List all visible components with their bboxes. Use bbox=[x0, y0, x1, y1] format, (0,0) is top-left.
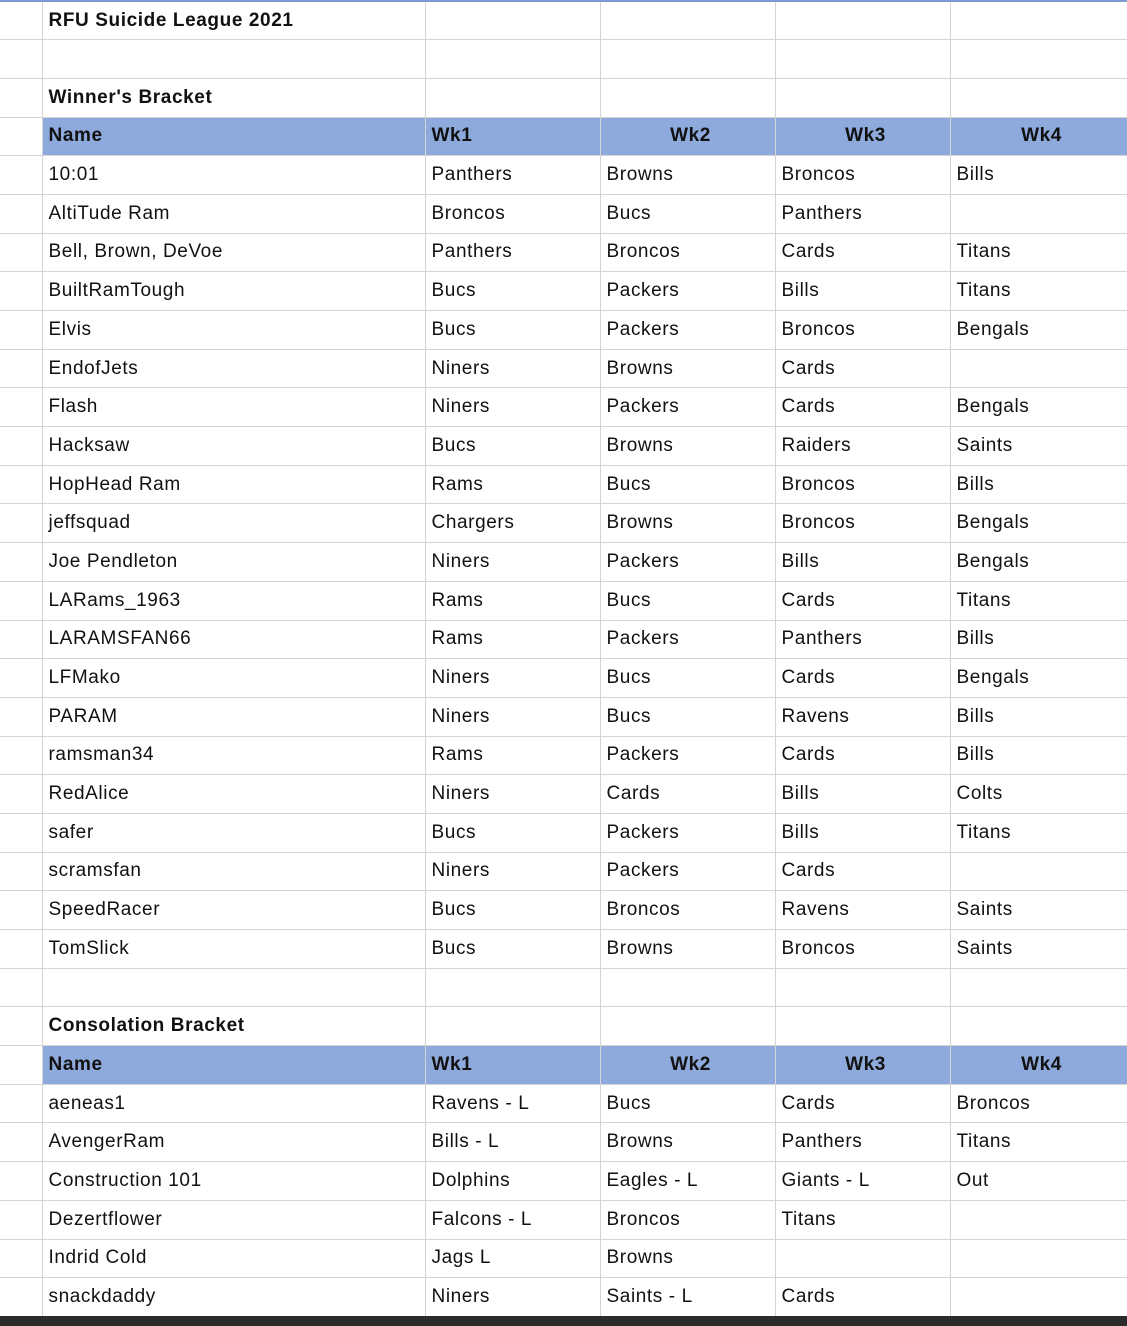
pick-cell-wk4[interactable]: Bills bbox=[950, 736, 1127, 775]
row-gutter[interactable] bbox=[0, 852, 42, 891]
blank-row bbox=[0, 968, 1127, 1007]
player-name-cell[interactable]: snackdaddy bbox=[42, 1278, 425, 1317]
empty-cell[interactable] bbox=[425, 40, 600, 79]
header-wk2[interactable]: Wk2 bbox=[600, 117, 775, 156]
winners-row bbox=[0, 891, 1127, 930]
row-gutter[interactable] bbox=[0, 620, 42, 659]
row-gutter[interactable] bbox=[0, 581, 42, 620]
pick-cell-wk3[interactable]: Bills bbox=[775, 272, 950, 311]
pick-cell-wk3[interactable]: Raiders bbox=[775, 427, 950, 466]
player-name-cell[interactable]: Flash bbox=[42, 388, 425, 427]
pick-cell-wk4[interactable] bbox=[950, 1200, 1127, 1239]
row-gutter[interactable] bbox=[0, 156, 42, 195]
player-name-cell[interactable]: LARAMSFAN66 bbox=[42, 620, 425, 659]
player-name-cell[interactable]: Bell, Brown, DeVoe bbox=[42, 233, 425, 272]
pick-cell-wk1[interactable]: Niners bbox=[425, 388, 600, 427]
pick-cell-wk3[interactable]: Cards bbox=[775, 349, 950, 388]
winners-row bbox=[0, 620, 1127, 659]
winners-row bbox=[0, 233, 1127, 272]
row-gutter[interactable] bbox=[0, 1162, 42, 1201]
empty-cell[interactable] bbox=[775, 40, 950, 79]
row-gutter[interactable] bbox=[0, 736, 42, 775]
sheet-title[interactable]: RFU Suicide League 2021 bbox=[42, 1, 425, 40]
pick-cell-wk3[interactable]: Cards bbox=[775, 736, 950, 775]
pick-cell-wk2[interactable]: Packers bbox=[600, 813, 775, 852]
pick-cell-wk3[interactable]: Cards bbox=[775, 1084, 950, 1123]
player-name-cell[interactable]: HopHead Ram bbox=[42, 465, 425, 504]
pick-cell-wk1[interactable]: Rams bbox=[425, 620, 600, 659]
pick-cell-wk1[interactable]: Bucs bbox=[425, 930, 600, 969]
pick-cell-wk2[interactable]: Packers bbox=[600, 272, 775, 311]
player-name-cell[interactable]: ramsman34 bbox=[42, 736, 425, 775]
pick-cell-wk2[interactable]: Packers bbox=[600, 388, 775, 427]
empty-cell[interactable] bbox=[600, 78, 775, 117]
empty-cell[interactable] bbox=[950, 1007, 1127, 1046]
row-gutter[interactable] bbox=[0, 1239, 42, 1278]
row-gutter[interactable] bbox=[0, 1123, 42, 1162]
player-name-cell[interactable]: BuiltRamTough bbox=[42, 272, 425, 311]
row-gutter[interactable] bbox=[0, 891, 42, 930]
player-name-cell[interactable]: scramsfan bbox=[42, 852, 425, 891]
pick-cell-wk1[interactable]: Niners bbox=[425, 697, 600, 736]
pick-cell-wk4[interactable]: Saints bbox=[950, 891, 1127, 930]
pick-cell-wk3[interactable]: Broncos bbox=[775, 156, 950, 195]
pick-cell-wk4[interactable]: Saints bbox=[950, 930, 1127, 969]
winners-row bbox=[0, 156, 1127, 195]
pick-cell-wk3[interactable]: Cards bbox=[775, 1278, 950, 1317]
pick-cell-wk3[interactable]: Bills bbox=[775, 543, 950, 582]
winners-row bbox=[0, 813, 1127, 852]
consolation-label-row bbox=[0, 1007, 1127, 1046]
pick-cell-wk4[interactable]: Titans bbox=[950, 581, 1127, 620]
pick-cell-wk2[interactable]: Browns bbox=[600, 427, 775, 466]
pick-cell-wk2[interactable]: Eagles - L bbox=[600, 1162, 775, 1201]
empty-cell[interactable] bbox=[775, 1, 950, 40]
pick-cell-wk4[interactable]: Titans bbox=[950, 813, 1127, 852]
pick-cell-wk1[interactable]: Bucs bbox=[425, 427, 600, 466]
pick-cell-wk2[interactable]: Bucs bbox=[600, 697, 775, 736]
empty-cell[interactable] bbox=[775, 78, 950, 117]
pick-cell-wk1[interactable]: Rams bbox=[425, 581, 600, 620]
empty-cell[interactable] bbox=[425, 78, 600, 117]
row-gutter[interactable] bbox=[0, 272, 42, 311]
pick-cell-wk4[interactable] bbox=[950, 194, 1127, 233]
pick-cell-wk4[interactable]: Titans bbox=[950, 272, 1127, 311]
row-gutter[interactable] bbox=[0, 697, 42, 736]
row-gutter[interactable] bbox=[0, 775, 42, 814]
header-wk2[interactable]: Wk2 bbox=[600, 1046, 775, 1085]
winners-header-row bbox=[0, 117, 1127, 156]
row-gutter[interactable] bbox=[0, 813, 42, 852]
pick-cell-wk4[interactable]: Bengals bbox=[950, 659, 1127, 698]
pick-cell-wk1[interactable]: Niners bbox=[425, 543, 600, 582]
pick-cell-wk1[interactable]: Bucs bbox=[425, 272, 600, 311]
bottom-edge-bar bbox=[0, 1316, 1127, 1326]
pick-cell-wk2[interactable]: Packers bbox=[600, 543, 775, 582]
pick-cell-wk4[interactable] bbox=[950, 852, 1127, 891]
pick-cell-wk4[interactable]: Bills bbox=[950, 620, 1127, 659]
pick-cell-wk2[interactable]: Browns bbox=[600, 1239, 775, 1278]
header-wk4[interactable]: Wk4 bbox=[950, 117, 1127, 156]
header-name[interactable]: Name bbox=[42, 117, 425, 156]
consolation-row bbox=[0, 1200, 1127, 1239]
empty-cell[interactable] bbox=[950, 968, 1127, 1007]
player-name-cell[interactable]: Indrid Cold bbox=[42, 1239, 425, 1278]
pick-cell-wk1[interactable]: Niners bbox=[425, 775, 600, 814]
pick-cell-wk1[interactable]: Broncos bbox=[425, 194, 600, 233]
player-name-cell[interactable]: EndofJets bbox=[42, 349, 425, 388]
winners-row bbox=[0, 349, 1127, 388]
header-wk1[interactable]: Wk1 bbox=[425, 117, 600, 156]
empty-cell[interactable] bbox=[600, 1, 775, 40]
consolation-row bbox=[0, 1239, 1127, 1278]
pick-cell-wk2[interactable]: Bucs bbox=[600, 581, 775, 620]
pick-cell-wk1[interactable]: Niners bbox=[425, 1278, 600, 1317]
pick-cell-wk3[interactable]: Broncos bbox=[775, 311, 950, 350]
pick-cell-wk2[interactable]: Browns bbox=[600, 504, 775, 543]
consolation-header-row bbox=[0, 1046, 1127, 1085]
pick-cell-wk3[interactable]: Ravens bbox=[775, 697, 950, 736]
player-name-cell[interactable]: LARams_1963 bbox=[42, 581, 425, 620]
consolation-bracket-label[interactable]: Consolation Bracket bbox=[42, 1007, 425, 1046]
pick-cell-wk1[interactable]: Rams bbox=[425, 465, 600, 504]
winners-row bbox=[0, 697, 1127, 736]
pick-cell-wk2[interactable]: Packers bbox=[600, 852, 775, 891]
pick-cell-wk4[interactable]: Bengals bbox=[950, 543, 1127, 582]
row-gutter[interactable] bbox=[0, 194, 42, 233]
blank-row bbox=[0, 40, 1127, 79]
winners-row bbox=[0, 581, 1127, 620]
pick-cell-wk3[interactable]: Panthers bbox=[775, 194, 950, 233]
pick-cell-wk4[interactable]: Titans bbox=[950, 1123, 1127, 1162]
pick-cell-wk2[interactable]: Browns bbox=[600, 1123, 775, 1162]
pick-cell-wk4[interactable]: Titans bbox=[950, 233, 1127, 272]
empty-cell[interactable] bbox=[42, 968, 425, 1007]
pick-cell-wk3[interactable]: Cards bbox=[775, 388, 950, 427]
pick-cell-wk2[interactable]: Packers bbox=[600, 620, 775, 659]
row-gutter[interactable] bbox=[0, 349, 42, 388]
pick-cell-wk4[interactable]: Bengals bbox=[950, 388, 1127, 427]
winners-label-row bbox=[0, 78, 1127, 117]
pick-cell-wk4[interactable] bbox=[950, 1239, 1127, 1278]
header-name[interactable]: Name bbox=[42, 1046, 425, 1085]
pick-cell-wk3[interactable]: Cards bbox=[775, 233, 950, 272]
empty-cell[interactable] bbox=[425, 1007, 600, 1046]
winners-row bbox=[0, 388, 1127, 427]
pick-cell-wk3[interactable]: Titans bbox=[775, 1200, 950, 1239]
title-row bbox=[0, 1, 1127, 40]
player-name-cell[interactable]: aeneas1 bbox=[42, 1084, 425, 1123]
pick-cell-wk3[interactable]: Cards bbox=[775, 581, 950, 620]
pick-cell-wk2[interactable]: Packers bbox=[600, 311, 775, 350]
empty-cell[interactable] bbox=[425, 968, 600, 1007]
player-name-cell[interactable]: jeffsquad bbox=[42, 504, 425, 543]
empty-cell[interactable] bbox=[425, 1, 600, 40]
header-wk3[interactable]: Wk3 bbox=[775, 1046, 950, 1085]
row-gutter[interactable] bbox=[0, 465, 42, 504]
player-name-cell[interactable]: RedAlice bbox=[42, 775, 425, 814]
pick-cell-wk4[interactable]: Broncos bbox=[950, 1084, 1127, 1123]
consolation-row bbox=[0, 1162, 1127, 1201]
player-name-cell[interactable]: Hacksaw bbox=[42, 427, 425, 466]
row-gutter[interactable] bbox=[0, 388, 42, 427]
row-gutter[interactable] bbox=[0, 311, 42, 350]
player-name-cell[interactable]: 10:01 bbox=[42, 156, 425, 195]
winners-row bbox=[0, 736, 1127, 775]
empty-cell[interactable] bbox=[950, 40, 1127, 79]
player-name-cell[interactable]: Joe Pendleton bbox=[42, 543, 425, 582]
pick-cell-wk2[interactable]: Bucs bbox=[600, 659, 775, 698]
pick-cell-wk1[interactable]: Dolphins bbox=[425, 1162, 600, 1201]
empty-cell[interactable] bbox=[950, 1, 1127, 40]
empty-cell[interactable] bbox=[600, 40, 775, 79]
player-name-cell[interactable]: SpeedRacer bbox=[42, 891, 425, 930]
pick-cell-wk2[interactable]: Browns bbox=[600, 930, 775, 969]
pick-cell-wk3[interactable]: Bills bbox=[775, 775, 950, 814]
row-gutter[interactable] bbox=[0, 117, 42, 156]
player-name-cell[interactable]: safer bbox=[42, 813, 425, 852]
pick-cell-wk1[interactable]: Niners bbox=[425, 349, 600, 388]
player-name-cell[interactable]: AltiTude Ram bbox=[42, 194, 425, 233]
pick-cell-wk4[interactable]: Bills bbox=[950, 156, 1127, 195]
pick-cell-wk1[interactable]: Panthers bbox=[425, 156, 600, 195]
winners-row bbox=[0, 543, 1127, 582]
winners-row bbox=[0, 775, 1127, 814]
pick-cell-wk1[interactable]: Bucs bbox=[425, 813, 600, 852]
pick-cell-wk3[interactable]: Broncos bbox=[775, 465, 950, 504]
pick-cell-wk2[interactable]: Browns bbox=[600, 349, 775, 388]
winners-row bbox=[0, 427, 1127, 466]
pick-cell-wk4[interactable]: Bengals bbox=[950, 504, 1127, 543]
pick-cell-wk4[interactable] bbox=[950, 349, 1127, 388]
player-name-cell[interactable]: PARAM bbox=[42, 697, 425, 736]
pick-cell-wk4[interactable]: Bills bbox=[950, 465, 1127, 504]
winners-row bbox=[0, 311, 1127, 350]
empty-cell[interactable] bbox=[600, 1007, 775, 1046]
row-gutter[interactable] bbox=[0, 1046, 42, 1085]
pick-cell-wk1[interactable]: Bucs bbox=[425, 891, 600, 930]
header-wk3[interactable]: Wk3 bbox=[775, 117, 950, 156]
pick-cell-wk3[interactable]: Panthers bbox=[775, 620, 950, 659]
empty-cell[interactable] bbox=[600, 968, 775, 1007]
pick-cell-wk1[interactable]: Jags L bbox=[425, 1239, 600, 1278]
row-gutter[interactable] bbox=[0, 427, 42, 466]
row-gutter[interactable] bbox=[0, 968, 42, 1007]
winners-row bbox=[0, 930, 1127, 969]
pick-cell-wk2[interactable]: Broncos bbox=[600, 1200, 775, 1239]
empty-cell[interactable] bbox=[950, 78, 1127, 117]
player-name-cell[interactable]: TomSlick bbox=[42, 930, 425, 969]
pick-cell-wk2[interactable]: Saints - L bbox=[600, 1278, 775, 1317]
pick-cell-wk3[interactable]: Broncos bbox=[775, 504, 950, 543]
pick-cell-wk3[interactable]: Cards bbox=[775, 852, 950, 891]
pick-cell-wk2[interactable]: Bucs bbox=[600, 194, 775, 233]
row-gutter[interactable] bbox=[0, 1084, 42, 1123]
row-gutter[interactable] bbox=[0, 78, 42, 117]
pick-cell-wk4[interactable]: Colts bbox=[950, 775, 1127, 814]
row-gutter[interactable] bbox=[0, 1278, 42, 1317]
pick-cell-wk1[interactable]: Niners bbox=[425, 659, 600, 698]
player-name-cell[interactable]: Construction 101 bbox=[42, 1162, 425, 1201]
winners-row bbox=[0, 659, 1127, 698]
consolation-row bbox=[0, 1084, 1127, 1123]
row-gutter[interactable] bbox=[0, 233, 42, 272]
pick-cell-wk2[interactable]: Bucs bbox=[600, 1084, 775, 1123]
pick-cell-wk3[interactable]: Bills bbox=[775, 813, 950, 852]
pick-cell-wk3[interactable] bbox=[775, 1239, 950, 1278]
row-gutter[interactable] bbox=[0, 1007, 42, 1046]
pick-cell-wk4[interactable]: Out bbox=[950, 1162, 1127, 1201]
header-wk4[interactable]: Wk4 bbox=[950, 1046, 1127, 1085]
pick-cell-wk2[interactable]: Broncos bbox=[600, 891, 775, 930]
player-name-cell[interactable]: Elvis bbox=[42, 311, 425, 350]
pick-cell-wk1[interactable]: Ravens - L bbox=[425, 1084, 600, 1123]
pick-cell-wk2[interactable]: Cards bbox=[600, 775, 775, 814]
winners-row bbox=[0, 194, 1127, 233]
empty-cell[interactable] bbox=[775, 1007, 950, 1046]
row-gutter[interactable] bbox=[0, 504, 42, 543]
pick-cell-wk4[interactable]: Saints bbox=[950, 427, 1127, 466]
winners-row bbox=[0, 465, 1127, 504]
row-gutter[interactable] bbox=[0, 1, 42, 40]
pick-cell-wk1[interactable]: Rams bbox=[425, 736, 600, 775]
row-gutter[interactable] bbox=[0, 543, 42, 582]
header-wk1[interactable]: Wk1 bbox=[425, 1046, 600, 1085]
pick-cell-wk1[interactable]: Panthers bbox=[425, 233, 600, 272]
empty-cell[interactable] bbox=[42, 40, 425, 79]
winners-row bbox=[0, 852, 1127, 891]
empty-cell[interactable] bbox=[775, 968, 950, 1007]
pick-cell-wk4[interactable]: Bills bbox=[950, 697, 1127, 736]
pick-cell-wk3[interactable]: Panthers bbox=[775, 1123, 950, 1162]
pick-cell-wk3[interactable]: Cards bbox=[775, 659, 950, 698]
winners-row bbox=[0, 272, 1127, 311]
pick-cell-wk2[interactable]: Browns bbox=[600, 156, 775, 195]
pick-cell-wk4[interactable] bbox=[950, 1278, 1127, 1317]
pick-cell-wk3[interactable]: Broncos bbox=[775, 930, 950, 969]
consolation-row bbox=[0, 1278, 1127, 1317]
pick-cell-wk1[interactable]: Chargers bbox=[425, 504, 600, 543]
pick-cell-wk1[interactable]: Bills - L bbox=[425, 1123, 600, 1162]
row-gutter[interactable] bbox=[0, 40, 42, 79]
player-name-cell[interactable]: Dezertflower bbox=[42, 1200, 425, 1239]
consolation-row bbox=[0, 1123, 1127, 1162]
pick-cell-wk1[interactable]: Bucs bbox=[425, 311, 600, 350]
player-name-cell[interactable]: AvengerRam bbox=[42, 1123, 425, 1162]
pick-cell-wk2[interactable]: Packers bbox=[600, 736, 775, 775]
pick-cell-wk4[interactable]: Bengals bbox=[950, 311, 1127, 350]
pick-cell-wk2[interactable]: Broncos bbox=[600, 233, 775, 272]
winners-bracket-label[interactable]: Winner's Bracket bbox=[42, 78, 425, 117]
row-gutter[interactable] bbox=[0, 659, 42, 698]
player-name-cell[interactable]: LFMako bbox=[42, 659, 425, 698]
pick-cell-wk3[interactable]: Giants - L bbox=[775, 1162, 950, 1201]
pick-cell-wk2[interactable]: Bucs bbox=[600, 465, 775, 504]
row-gutter[interactable] bbox=[0, 1200, 42, 1239]
pick-cell-wk3[interactable]: Ravens bbox=[775, 891, 950, 930]
pick-cell-wk1[interactable]: Niners bbox=[425, 852, 600, 891]
pick-cell-wk1[interactable]: Falcons - L bbox=[425, 1200, 600, 1239]
row-gutter[interactable] bbox=[0, 930, 42, 969]
winners-row bbox=[0, 504, 1127, 543]
